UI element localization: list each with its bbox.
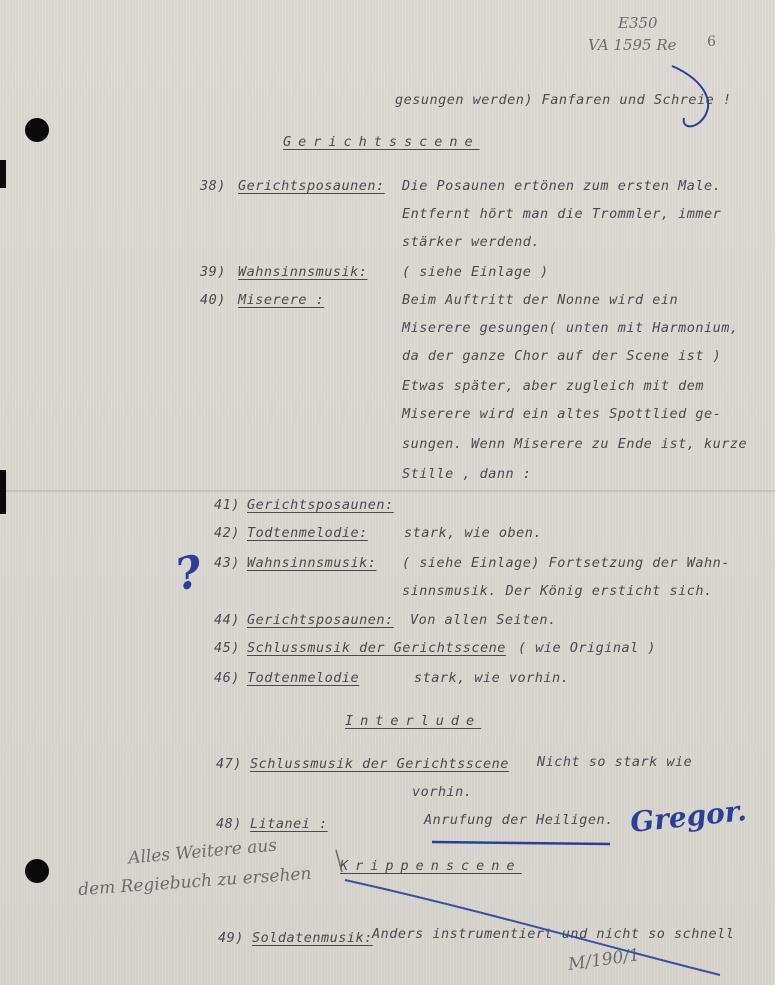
entry-number: 40) bbox=[200, 292, 226, 308]
entry-text: sinnsmusik. Der König ersticht sich. bbox=[402, 583, 713, 599]
entry-name: Gerichtsposaunen: bbox=[247, 612, 394, 628]
entry-text: stärker werdend. bbox=[402, 234, 541, 250]
entry-text: Stille , dann : bbox=[402, 466, 532, 482]
entry-name: Schlussmusik der Gerichtsscene bbox=[247, 640, 506, 656]
entry-number: 49) bbox=[218, 930, 244, 946]
entry-text: ( siehe Einlage ) bbox=[402, 264, 549, 280]
archive-code-top: E350 bbox=[618, 14, 658, 32]
entry-text: vorhin. bbox=[412, 784, 473, 800]
entry-number: 42) bbox=[214, 525, 240, 541]
entry-name: Gerichtsposaunen: bbox=[238, 178, 385, 194]
entry-name: Soldatenmusik: bbox=[252, 930, 373, 946]
entry-text: ( wie Original ) bbox=[518, 640, 657, 656]
page-number-arc bbox=[672, 66, 708, 126]
gregor-underline bbox=[432, 842, 610, 844]
entry-text: Anrufung der Heiligen. bbox=[424, 812, 614, 828]
entry-name: Gerichtsposaunen: bbox=[247, 497, 394, 513]
entry-text: Miserere wird ein altes Spottlied ge- bbox=[402, 406, 722, 422]
section-title-interlude: Interlude bbox=[345, 713, 482, 729]
entry-text: Beim Auftritt der Nonne wird ein bbox=[402, 292, 679, 308]
strike-line bbox=[345, 880, 720, 975]
bottom-archive-mark: M/190/1 bbox=[566, 945, 642, 975]
entry-number: 39) bbox=[200, 264, 226, 280]
entry-number: 45) bbox=[214, 640, 240, 656]
entry-text: Etwas später, aber zugleich mit dem bbox=[402, 378, 704, 394]
entry-text: Miserere gesungen( unten mit Harmonium, bbox=[402, 320, 739, 336]
entry-number: 47) bbox=[216, 756, 242, 772]
entry-text: ( siehe Einlage) Fortsetzung der Wahn- bbox=[402, 555, 730, 571]
entry-name: Todtenmelodie: bbox=[247, 525, 368, 541]
entry-name: Wahnsinnsmusik: bbox=[238, 264, 368, 280]
entry-name: Todtenmelodie bbox=[247, 670, 360, 686]
krippen-bracket bbox=[336, 850, 342, 872]
margin-note-line2: dem Regiebuch zu ersehen bbox=[77, 863, 313, 901]
entry-number: 44) bbox=[214, 612, 240, 628]
entry-text: sungen. Wenn Miserere zu Ende ist, kurze bbox=[402, 436, 748, 452]
archive-code-second: VA 1595 Re bbox=[588, 36, 677, 54]
gregor-annotation: Gregor. bbox=[628, 793, 749, 840]
entry-number: 43) bbox=[214, 555, 240, 571]
entry-name: Miserere : bbox=[238, 292, 325, 308]
entry-text: Entfernt hört man die Trommler, immer bbox=[402, 206, 722, 222]
entry-name: Schlussmusik der Gerichtsscene bbox=[250, 756, 509, 772]
entry-number: 46) bbox=[214, 670, 240, 686]
question-mark-annotation: ? bbox=[170, 545, 207, 602]
entry-text: Von allen Seiten. bbox=[410, 612, 557, 628]
section-title-gerichtsscene: Gerichtsscene bbox=[283, 134, 480, 150]
margin-note-line1: Alles Weitere aus bbox=[127, 835, 278, 869]
entry-number: 48) bbox=[216, 816, 242, 832]
intro-line: gesungen werden) Fanfaren und Schreie ! bbox=[395, 92, 732, 108]
entry-text: stark, wie vorhin. bbox=[414, 670, 570, 686]
entry-text: Anders instrumentiert und nicht so schnell bbox=[372, 926, 735, 942]
entry-number: 38) bbox=[200, 178, 226, 194]
page-number: 6 bbox=[707, 34, 716, 50]
entry-name: Litanei : bbox=[250, 816, 328, 832]
entry-text: Die Posaunen ertönen zum ersten Male. bbox=[402, 178, 722, 194]
entry-text: stark, wie oben. bbox=[404, 525, 543, 541]
entry-text: Nicht so stark wie bbox=[537, 754, 693, 770]
entry-number: 41) bbox=[214, 497, 240, 513]
section-title-krippenscene: Krippenscene bbox=[340, 858, 522, 874]
entry-text: da der ganze Chor auf der Scene ist ) bbox=[402, 348, 722, 364]
entry-name: Wahnsinnsmusik: bbox=[247, 555, 377, 571]
